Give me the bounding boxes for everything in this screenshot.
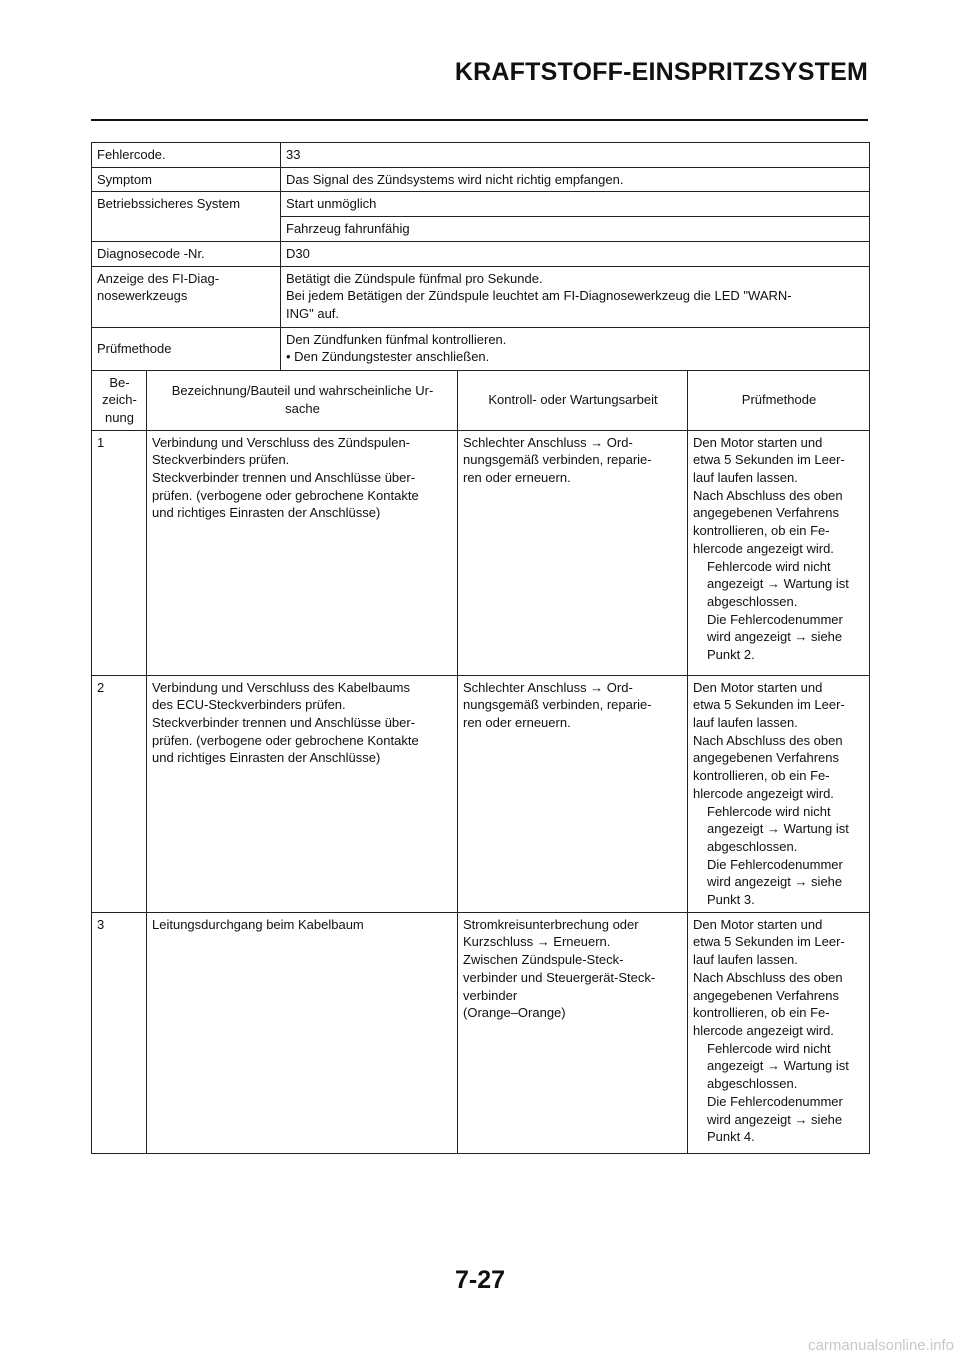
row-action: Stromkreisunterbrechung oder Kurzschluss → Erneuern. Zwischen Zündspule-Steck- verbinder und Steuergerät-Steck- verbinder (Orange–Orange) — [458, 912, 688, 1153]
info-label: Anzeige des FI-Diag- nosewerkzeugs — [92, 266, 281, 327]
info-row-betrieb — [92, 192, 870, 217]
row-method — [688, 912, 870, 1153]
row-method — [688, 675, 870, 912]
row-action: Schlechter Anschluss → Ord- nungsgemäß verbinden, reparie- ren oder erneuern. — [458, 430, 688, 675]
row-number: 2 — [92, 675, 147, 912]
info-label: Fehlercode. — [92, 143, 281, 168]
info-row-pruef — [92, 327, 870, 370]
row-action: Schlechter Anschluss → Ord- nungsgemäß verbinden, reparie- ren oder erneuern. — [458, 675, 688, 912]
info-row-symptom — [92, 167, 870, 192]
info-value: Fahrzeug fahrunfähig — [281, 217, 870, 242]
method-text: Den Motor starten und etwa 5 Sekunden im Leer- lauf laufen lassen. Nach Abschluss des oben angegebenen Verfahrens kontrollieren, ob ein Fe- hlercode angezeigt wird. — [693, 916, 845, 1038]
method-text: Den Motor starten und etwa 5 Sekunden im Leer- lauf laufen lassen. Nach Abschluss des oben angegebenen Verfahrens kontrollieren, ob ein Fe- hlercode angezeigt wird. — [693, 679, 845, 801]
fault-code-table — [91, 142, 870, 1154]
table-row — [92, 912, 870, 1153]
info-label: Symptom — [92, 167, 281, 192]
info-label: Diagnosecode -Nr. — [92, 241, 281, 266]
method-sub: Fehlercode wird nicht angezeigt → Wartung ist abgeschlossen. Die Fehlercodenummer wird angezeigt → siehe Punkt 3. — [707, 803, 849, 908]
info-row-anzeige — [92, 266, 870, 327]
row-part: Leitungsdurchgang beim Kabelbaum — [147, 912, 458, 1153]
page-number: 7-27 — [454, 1266, 506, 1294]
watermark: carmanualsonline.info — [808, 1337, 954, 1354]
table-header — [92, 370, 870, 430]
info-value: Den Zündfunken fünfmal kontrollieren. • Den Zündungstester anschließen. — [281, 327, 870, 370]
column-header: Bezeichnung/Bauteil und wahrscheinliche Ur- sache — [147, 370, 458, 430]
info-value: Betätigt die Zündspule fünfmal pro Sekunde. Bei jedem Betätigen der Zündspule leuchtet am FI-Diagnosewerkzeug die LED "WARN- ING" auf. — [281, 266, 870, 327]
column-header: Prüfmethode — [688, 370, 870, 430]
table-row — [92, 675, 870, 912]
info-value: 33 — [281, 143, 870, 168]
row-number: 3 — [92, 912, 147, 1153]
row-part: Verbindung und Verschluss des Zündspulen- Steckverbinders prüfen. Steckverbinder trennen und Anschlüsse über- prüfen. (verbogene oder gebrochene Kontakte und richtiges Einrasten der Anschlüsse) — [147, 430, 458, 675]
info-value: D30 — [281, 241, 870, 266]
method-sub: Fehlercode wird nicht angezeigt → Wartung ist abgeschlossen. Die Fehlercodenummer wird angezeigt → siehe Punkt 4. — [707, 1040, 849, 1145]
header-rule — [91, 119, 868, 121]
info-label: Betriebssicheres System — [92, 192, 281, 241]
row-part: Verbindung und Verschluss des Kabelbaums des ECU-Steckverbinders prüfen. Steckverbinder trennen und Anschlüsse über- prüfen. (verbogene oder gebrochene Kontakte und richtiges Einrasten der Anschlüsse) — [147, 675, 458, 912]
row-number: 1 — [92, 430, 147, 675]
info-value: Das Signal des Zündsystems wird nicht richtig empfangen. — [281, 167, 870, 192]
page-title: KRAFTSTOFF-EINSPRITZSYSTEM — [454, 58, 868, 86]
info-row-fehlercode — [92, 143, 870, 168]
table-row — [92, 430, 870, 675]
info-row-diagnose — [92, 241, 870, 266]
column-header: Be- zeich- nung — [92, 370, 147, 430]
column-header: Kontroll- oder Wartungsarbeit — [458, 370, 688, 430]
info-label: Prüfmethode — [92, 327, 281, 370]
info-value: Start unmöglich — [281, 192, 870, 217]
method-text: Den Motor starten und etwa 5 Sekunden im Leer- lauf laufen lassen. Nach Abschluss des oben angegebenen Verfahrens kontrollieren, ob ein Fe- hlercode angezeigt wird. — [693, 434, 845, 556]
method-sub: Fehlercode wird nicht angezeigt → Wartung ist abgeschlossen. Die Fehlercodenummer wird angezeigt → siehe Punkt 2. — [707, 558, 849, 663]
row-method — [688, 430, 870, 675]
